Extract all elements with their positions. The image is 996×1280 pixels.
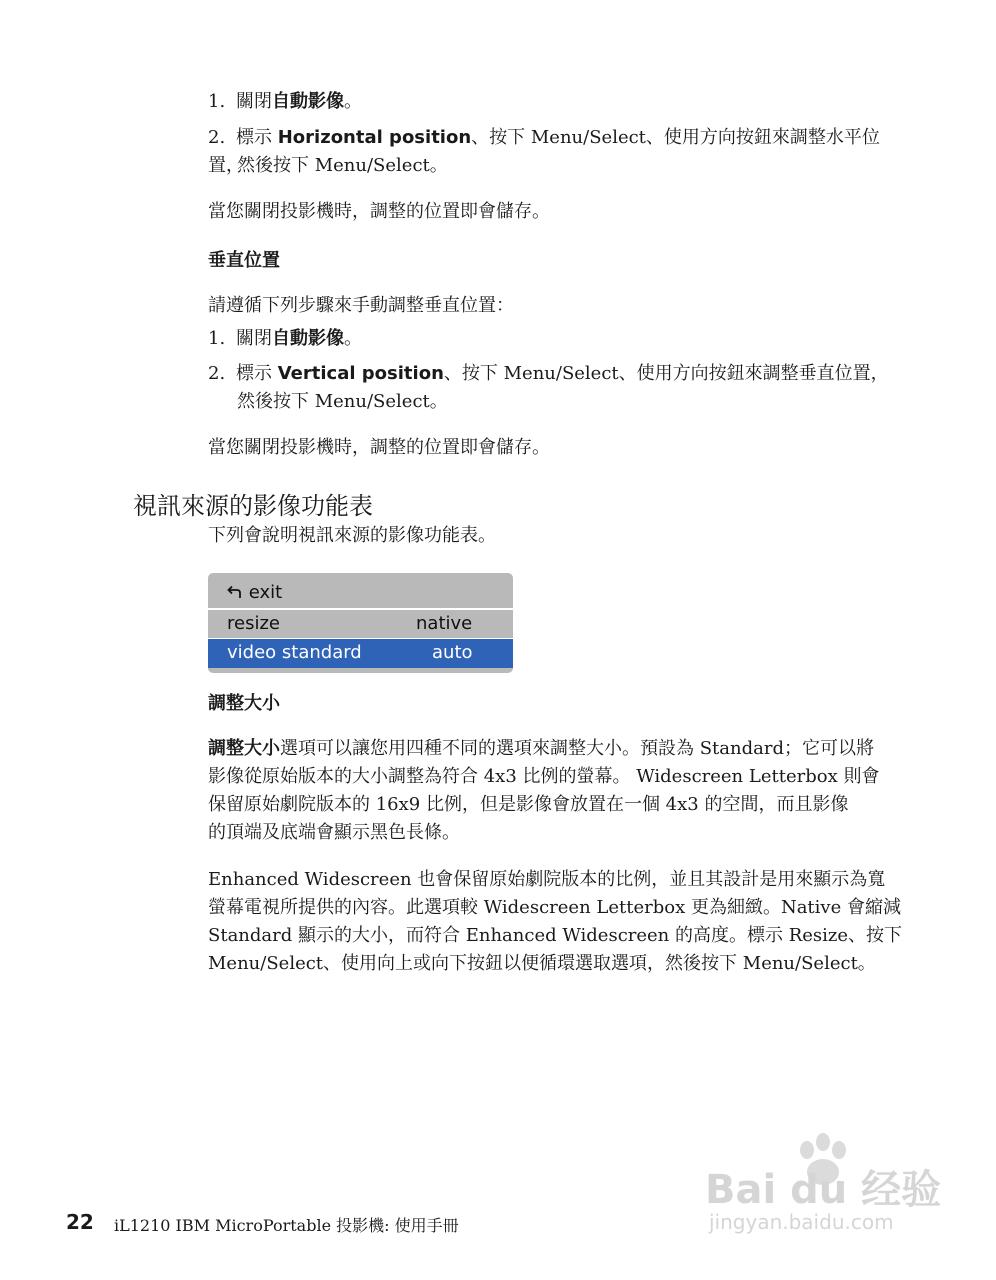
section-intro: 下列會說明視訊來源的影像功能表。 [208,525,496,546]
resize-p1-line-3: 保留原始劇院版本的 16x9 比例，但是影像會放置在一個 4x3 的空間，而且影像 [208,794,849,815]
baidu-watermark [705,1130,950,1240]
resize-p1-line-2: 影像從原始版本的大小調整為符合 4x3 比例的螢幕。 Widescreen Letterbox 則會 [208,766,880,787]
footer-text: iL1210 IBM MicroPortable 投影機: 使用手冊 [114,1216,459,1235]
menu-item-video-standard-value: auto [432,642,473,663]
vertical-step-2-line2: 然後按下 Menu/Select。 [237,391,448,412]
watermark-logo-text: Bai du 经验 [705,1167,942,1213]
watermark-url: jingyan.baidu.com [709,1210,894,1234]
resize-paragraph-2 [208,866,913,978]
resize-p2-line-1: Enhanced Widescreen 也會保留原始劇院版本的比例，並且其設計是用來顯示為寬 [208,869,886,890]
back-arrow-icon [227,585,243,599]
menu-item-exit-label: exit [227,579,282,607]
menu-item-exit[interactable] [208,579,513,610]
resize-paragraph-1 [208,735,913,847]
vertical-step-2: 2. 標示 Vertical position、按下 Menu/Select、使用方向按鈕來調整垂直位置， [208,363,889,384]
menu-item-resize[interactable] [208,610,513,640]
resize-p2-line-3: Standard 顯示的大小，而符合 Enhanced Widescreen 的高度。標示 Resize、按下 [208,925,903,946]
resize-p1-line-4: 的頂端及底端會顯示黑色長條。 [208,822,460,843]
vertical-heading: 垂直位置 [208,250,280,271]
picture-menu [208,573,513,673]
resize-heading: 調整大小 [208,693,280,714]
resize-p2-line-4: Menu/Select、使用向上或向下按鈕以便循環選取選項，然後按下 Menu/Select。 [208,953,876,974]
menu-item-resize-label: resize [227,613,280,634]
resize-p2-line-2: 螢幕電視所提供的內容。此選項較 Widescreen Letterbox 更為細緻。Native 會縮減 [208,897,901,918]
horizontal-step-2-line2: 然後按下 Menu/Select。 [237,155,448,176]
horizontal-note: 當您關閉投影機時，調整的位置即會儲存。 [208,201,550,222]
page-number: 22 [66,1210,94,1234]
menu-item-video-standard[interactable] [208,639,513,668]
resize-p1-line-1: 調整大小選項可以讓您用四種不同的選項來調整大小。預設為 Standard；它可以將 [208,738,874,759]
vertical-intro: 請遵循下列步驟來手動調整垂直位置： [208,295,514,316]
horizontal-step-2: 2. 標示 Horizontal position、按下 Menu/Select、使用方向按鈕來調整水平位置， [208,127,880,176]
horizontal-step-1: 1. 關閉自動影像。 [208,91,362,112]
vertical-note: 當您關閉投影機時，調整的位置即會儲存。 [208,437,550,458]
vertical-step-1: 1. 關閉自動影像。 [208,328,362,349]
section-title: 視訊來源的影像功能表 [133,492,373,520]
menu-item-video-standard-label: video standard [227,642,362,663]
menu-item-resize-value: native [416,613,473,634]
